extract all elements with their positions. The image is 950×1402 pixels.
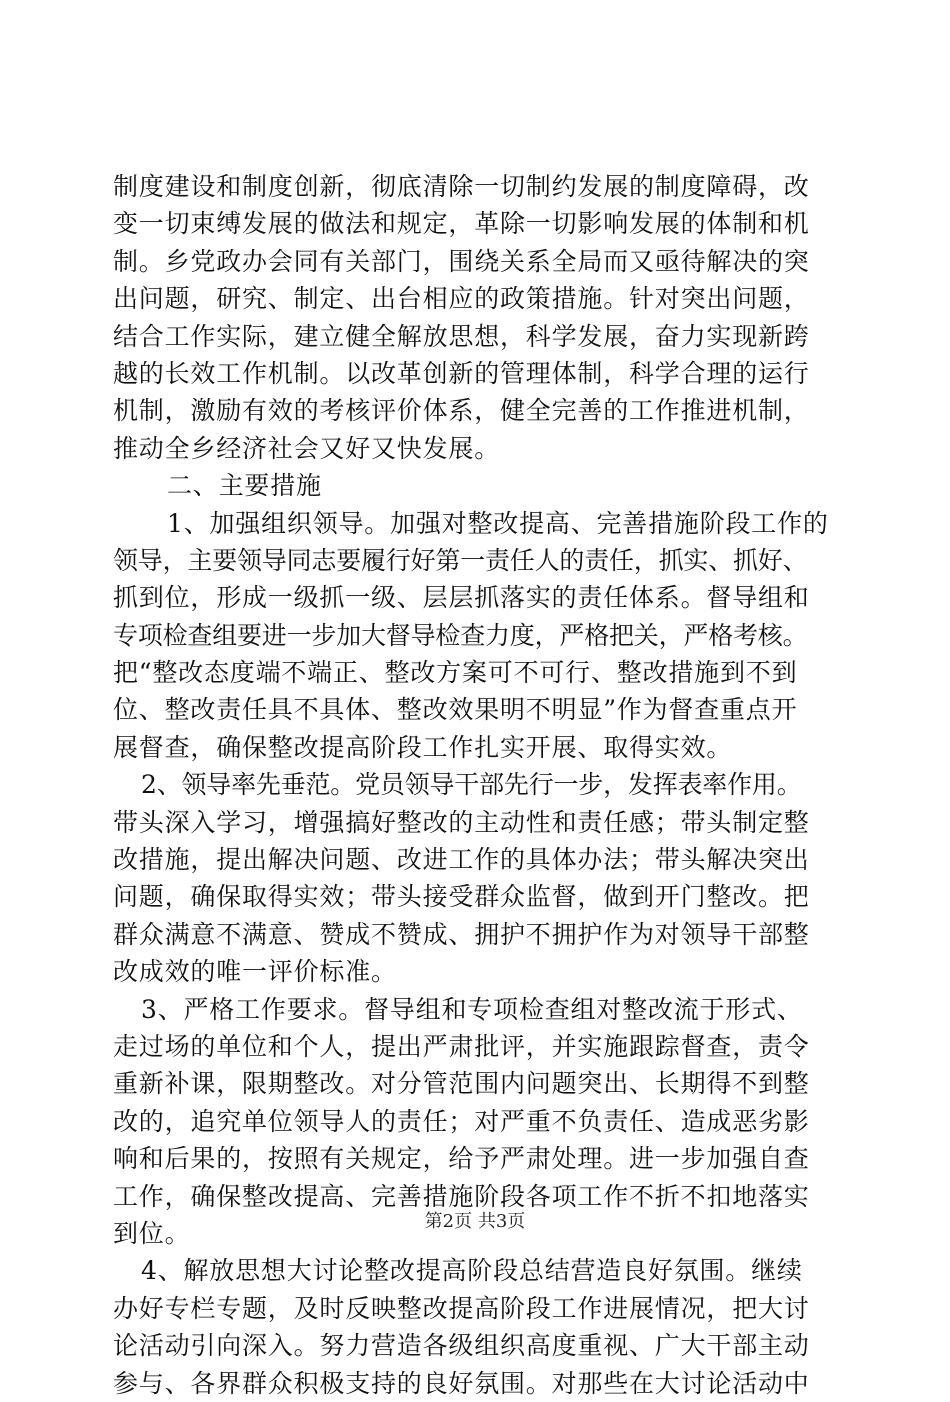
text-line: 参与、各界群众积极支持的良好氛围。对那些在大讨论活动中 <box>113 1368 810 1398</box>
text-line: 抓到位，形成一级抓一级、层层抓落实的责任体系。督导组和 <box>113 583 810 613</box>
text-line: 带头深入学习，增强搞好整改的主动性和责任感；带头制定整 <box>113 807 810 837</box>
text-line: 论活动引向深入。努力营造各级组织高度重视、广大干部主动 <box>113 1331 810 1361</box>
text-line: 机制，激励有效的考核评价体系，健全完善的工作推进机制， <box>113 396 810 426</box>
text-line: 走过场的单位和个人，提出严肃批评，并实施跟踪督查，责令 <box>113 1031 810 1061</box>
text-line: 改的，追究单位领导人的责任；对严重不负责任、造成恶劣影 <box>113 1106 810 1136</box>
text-line: 领导，主要领导同志要履行好第一责任人的责任，抓实、抓好、 <box>113 545 808 575</box>
text-line: 结合工作实际，建立健全解放思想，科学发展，奋力实现新跨 <box>113 321 810 351</box>
section-heading: 二、主要措施 <box>167 471 322 501</box>
text-line: 群众满意不满意、赞成不赞成、拥护不拥护作为对领导干部整 <box>113 919 810 949</box>
text-line: 办好专栏专题，及时反映整改提高阶段工作进展情况，把大讨 <box>113 1293 810 1323</box>
text-line: 工作，确保整改提高、完善措施阶段各项工作不折不扣地落实 <box>113 1181 810 1211</box>
text-line: 重新补课，限期整改。对分管范围内问题突出、长期得不到整 <box>113 1069 810 1099</box>
paragraph-first-line: 2、领导率先垂范。党员领导干部先行一步，发挥表率作用。 <box>141 770 802 800</box>
paragraph-first-line: 1、加强组织领导。加强对整改提高、完善措施阶段工作的 <box>167 508 829 538</box>
text-line: 问题，确保取得实效；带头接受群众监督，做到开门整改。把 <box>113 882 810 912</box>
text-line: 出问题，研究、制定、出台相应的政策措施。针对突出问题， <box>113 284 810 314</box>
text-line: 响和后果的，按照有关规定，给予严肃处理。进一步加强自查 <box>113 1144 810 1174</box>
text-line: 改成效的唯一评价标准。 <box>113 957 397 987</box>
text-line: 把“整改态度端不端正、整改方案可不可行、整改措施到不到 <box>113 658 798 688</box>
paragraph-first-line: 4、解放思想大讨论整改提高阶段总结营造良好氛围。继续 <box>141 1256 803 1286</box>
text-line: 推动全乡经济社会又好又快发展。 <box>113 433 501 463</box>
text-line: 展督查，确保整改提高阶段工作扎实开展、取得实效。 <box>113 732 733 762</box>
text-line: 制度建设和制度创新，彻底清除一切制约发展的制度障碍，改 <box>113 172 810 201</box>
text-line: 改措施，提出解决问题、改进工作的具体办法；带头解决突出 <box>113 845 810 875</box>
page-number-footer: 第2页 共3页 <box>424 1211 526 1232</box>
text-line: 变一切束缚发展的做法和规定，革除一切影响发展的体制和机 <box>113 209 810 239</box>
paragraph-first-line: 3、严格工作要求。督导组和专项检查组对整改流于形式、 <box>141 994 803 1024</box>
text-line: 越的长效工作机制。以改革创新的管理体制，科学合理的运行 <box>113 358 810 388</box>
text-line: 到位。 <box>113 1218 191 1248</box>
text-line: 专项检查组要进一步加大督导检查力度，严格把关，严格考核。 <box>113 620 808 650</box>
text-line: 制。乡党政办会同有关部门，围绕关系全局而又亟待解决的突 <box>113 246 810 276</box>
text-line: 位、整改责任具不具体、整改效果明不明显”作为督查重点开 <box>113 695 798 725</box>
